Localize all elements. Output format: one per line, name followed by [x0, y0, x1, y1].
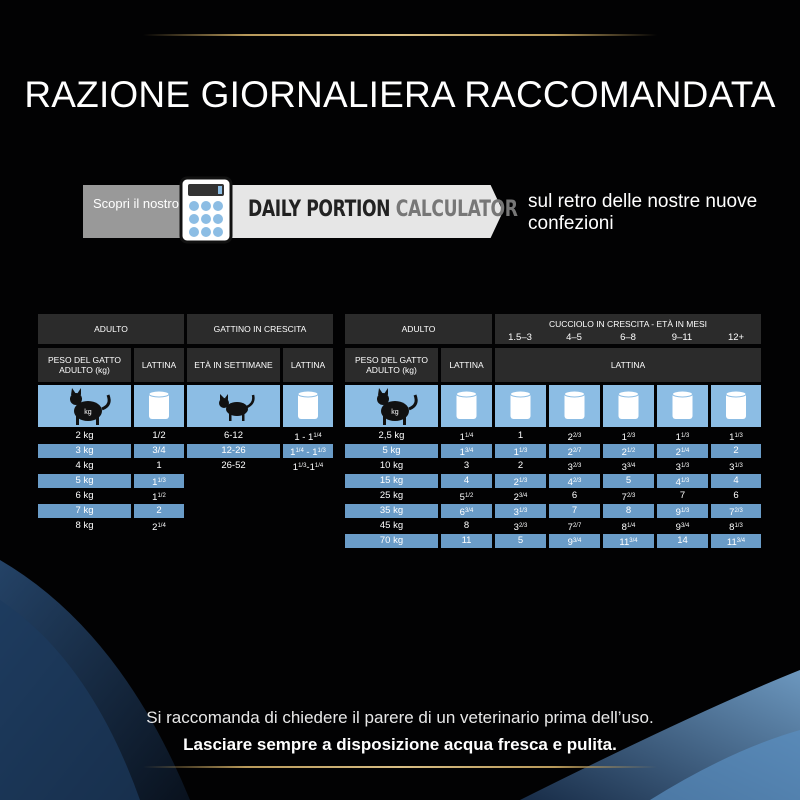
cat-weight-header: [38, 348, 131, 382]
dog-weight-cell: 45 kg: [379, 520, 404, 531]
can-icon: [549, 385, 600, 427]
cat-can-cell: 1/2: [152, 430, 166, 441]
dog-can-cell: $7^{2/3}$: [621, 492, 636, 503]
kitten-age-cell: 26-52: [221, 460, 246, 471]
svg-text:kg: kg: [391, 409, 399, 416]
kitten-age-header: [187, 348, 280, 382]
cat-can-header: [134, 348, 184, 382]
cat-can-cell: 3/4: [152, 445, 166, 456]
dog-can-cell: 5: [625, 475, 632, 486]
dog-can-cell: $1^{1/3}$: [729, 432, 743, 443]
dog-can-cell: 11: [461, 535, 472, 546]
cat-can-header-label: LATTINA: [141, 360, 177, 370]
dog-can-cell: $9^{3/4}$: [675, 522, 690, 533]
kitten-age-cell: 12-26: [221, 445, 246, 456]
dog-can-cell: 7: [571, 505, 578, 516]
kitten-icon: [187, 385, 280, 427]
dog-can-cell: $4^{2/3}$: [567, 477, 582, 488]
can-icon: [657, 385, 708, 427]
banner-discover-text: Scopri il nostro: [93, 196, 179, 211]
kitten-can-cell: $1 - 1^{1/4}$: [294, 432, 322, 443]
cat-weight-icon: [38, 385, 131, 427]
can-icon: [283, 385, 333, 427]
cat-weight-cell: 6 kg: [75, 490, 94, 501]
dog-can-cell: $5^{1/2}$: [459, 492, 474, 503]
dog-adult-header-label: ADULTO: [401, 324, 436, 334]
dog-can-cell: $1^{1/4}$: [459, 432, 474, 443]
dog-can-cell: $7^{2/7}$: [567, 522, 582, 533]
page-title: RAZIONE GIORNALIERA RACCOMANDATA: [24, 74, 776, 115]
cat-weight-header-label: PESO DEL GATTO ADULTO (kg): [47, 355, 122, 375]
dog-can-cell: 4: [733, 475, 739, 486]
water-advice-note: Lasciare sempre a disposizione acqua fresca e pulita.: [183, 735, 617, 754]
can-icon: [711, 385, 761, 427]
dog-can-cell: $3^{2/3}$: [567, 462, 582, 473]
dog-can-cell: $3^{2/3}$: [513, 522, 528, 533]
dog-can-header: [441, 348, 492, 382]
dog-weight-cell: 10 kg: [379, 460, 404, 471]
dog-can-cell: 7: [679, 490, 686, 501]
dog-can-cell: 14: [677, 535, 688, 546]
dog-weight-header-label: PESO DEL GATTO ADULTO (kg): [354, 355, 429, 375]
calculator-name: [248, 197, 518, 222]
dog-can-cell: $1^{3/4}$: [459, 447, 474, 458]
dog-weight-cell: 70 kg: [379, 535, 404, 546]
dog-weight-cell: 15 kg: [379, 475, 404, 486]
calculator-name-word2: CALCULATOR: [395, 197, 518, 222]
kitten-can-header: [283, 348, 333, 382]
dog-can-cell: $2^{2/7}$: [567, 447, 582, 458]
dog-can-cell: $2^{3/4}$: [513, 492, 528, 503]
dog-can-cell: $2^{1/4}$: [675, 447, 690, 458]
dog-can-cell: $11^{3/4}$: [726, 537, 746, 548]
dog-can-cell: 2: [517, 460, 524, 471]
dog-can-cell: 6: [733, 490, 739, 501]
dog-can-cell: $1^{1/3}$: [675, 432, 690, 443]
dog-can-cell: 1: [517, 430, 524, 441]
svg-text:kg: kg: [84, 409, 92, 416]
dog-weight-icon: [345, 385, 438, 427]
dog-can-cell: $1^{1/3}$: [513, 447, 528, 458]
banner-grey-panel: [83, 185, 193, 238]
cat-can-cell: $2^{1/4}$: [152, 522, 166, 533]
top-gold-divider: [143, 34, 657, 36]
cat-can-cell: 1: [156, 460, 162, 471]
dog-can-cell: $9^{3/4}$: [567, 537, 582, 548]
dog-can-cell: 3: [463, 460, 470, 471]
puppy-age-label: 9–11: [671, 332, 693, 343]
kitten-can-header-label: LATTINA: [290, 360, 326, 370]
vet-advice-note: Si raccomanda di chiedere il parere di un veterinario prima dell’uso.: [146, 708, 654, 727]
banner-side-text: sul retro delle nostre nuove confezioni: [528, 191, 758, 234]
cat-weight-cell: 8 kg: [75, 520, 94, 531]
puppy-age-label: 1.5–3: [508, 332, 532, 343]
kitten-age-header-label: ETÀ IN SETTIMANE: [194, 360, 273, 370]
dog-adult-header: [345, 314, 492, 344]
decorative-wave: [0, 540, 800, 800]
puppy-header-label: CUCCIOLO IN CRESCITA - ETÀ IN MESI: [548, 319, 708, 329]
calculator-name-word1: DAILY PORTION: [248, 197, 391, 222]
can-icon: [603, 385, 654, 427]
puppy-age-label: 4–5: [566, 332, 582, 343]
dog-can-cell: $4^{1/3}$: [675, 477, 690, 488]
kitten-header-label: GATTINO IN CRESCITA: [213, 324, 307, 334]
dog-can-cell: $1^{2/3}$: [621, 432, 636, 443]
dog-can-cell: 2: [733, 445, 739, 456]
dog-can-cell: $2^{1/2}$: [621, 447, 636, 458]
cat-weight-cell: 5 kg: [75, 475, 94, 486]
dog-weight-header: [345, 348, 438, 382]
puppy-can-header: [495, 348, 761, 382]
kitten-age-cell: 6-12: [223, 430, 243, 441]
dog-can-cell: $3^{1/3}$: [729, 462, 743, 473]
cat-weight-cell: 7 kg: [75, 505, 94, 516]
dog-can-cell: $3^{3/4}$: [621, 462, 636, 473]
dog-can-cell: $3^{1/3}$: [675, 462, 690, 473]
dog-weight-cell: 35 kg: [379, 505, 404, 516]
dog-can-cell: $7^{2/3}$: [729, 507, 743, 518]
cat-adult-header-label: ADULTO: [94, 324, 128, 334]
dog-can-cell: 8: [625, 505, 632, 516]
dog-weight-cell: 25 kg: [379, 490, 404, 501]
cat-adult-header: [38, 314, 184, 344]
bottom-gold-divider: [143, 766, 657, 768]
can-icon: [441, 385, 492, 427]
kitten-can-cell: $1^{1/3}-1^{1/4}$: [292, 462, 324, 473]
dog-can-cell: $8^{1/3}$: [729, 522, 743, 533]
dog-can-cell: $11^{3/4}$: [619, 537, 638, 548]
calculator-banner: [83, 185, 518, 238]
dog-can-header-label: LATTINA: [449, 360, 484, 370]
cat-weight-cell: 2 kg: [75, 430, 94, 441]
kitten-header: [187, 314, 333, 344]
dog-weight-cell: 5 kg: [382, 445, 401, 456]
calculator-icon: [178, 175, 234, 245]
dog-can-cell: 5: [517, 535, 524, 546]
dog-can-cell: $6^{3/4}$: [459, 507, 474, 518]
dog-can-cell: 8: [463, 520, 470, 531]
cat-weight-cell: 4 kg: [75, 460, 94, 471]
cat-can-cell: $1^{1/2}$: [152, 492, 166, 503]
dog-can-cell: $2^{1/3}$: [513, 477, 528, 488]
dog-can-cell: $3^{1/3}$: [513, 507, 528, 518]
kitten-can-cell: $1^{1/4} - 1^{1/3}$: [290, 447, 326, 458]
puppy-can-header-label: LATTINA: [610, 360, 646, 370]
dog-weight-cell: 2,5 kg: [378, 430, 405, 441]
puppy-age-label: 6–8: [620, 332, 636, 343]
can-icon: [134, 385, 184, 427]
dog-can-cell: 4: [463, 475, 470, 486]
cat-can-cell: $1^{1/3}$: [152, 477, 166, 488]
puppy-age-label: 12+: [727, 332, 745, 343]
dog-can-cell: $2^{2/3}$: [567, 432, 582, 443]
dog-can-cell: $8^{1/4}$: [621, 522, 636, 533]
dog-can-cell: $9^{1/3}$: [675, 507, 690, 518]
dog-can-cell: 6: [571, 490, 578, 501]
cat-can-cell: 2: [156, 505, 162, 516]
can-icon: [495, 385, 546, 427]
cat-weight-cell: 3 kg: [75, 445, 94, 456]
